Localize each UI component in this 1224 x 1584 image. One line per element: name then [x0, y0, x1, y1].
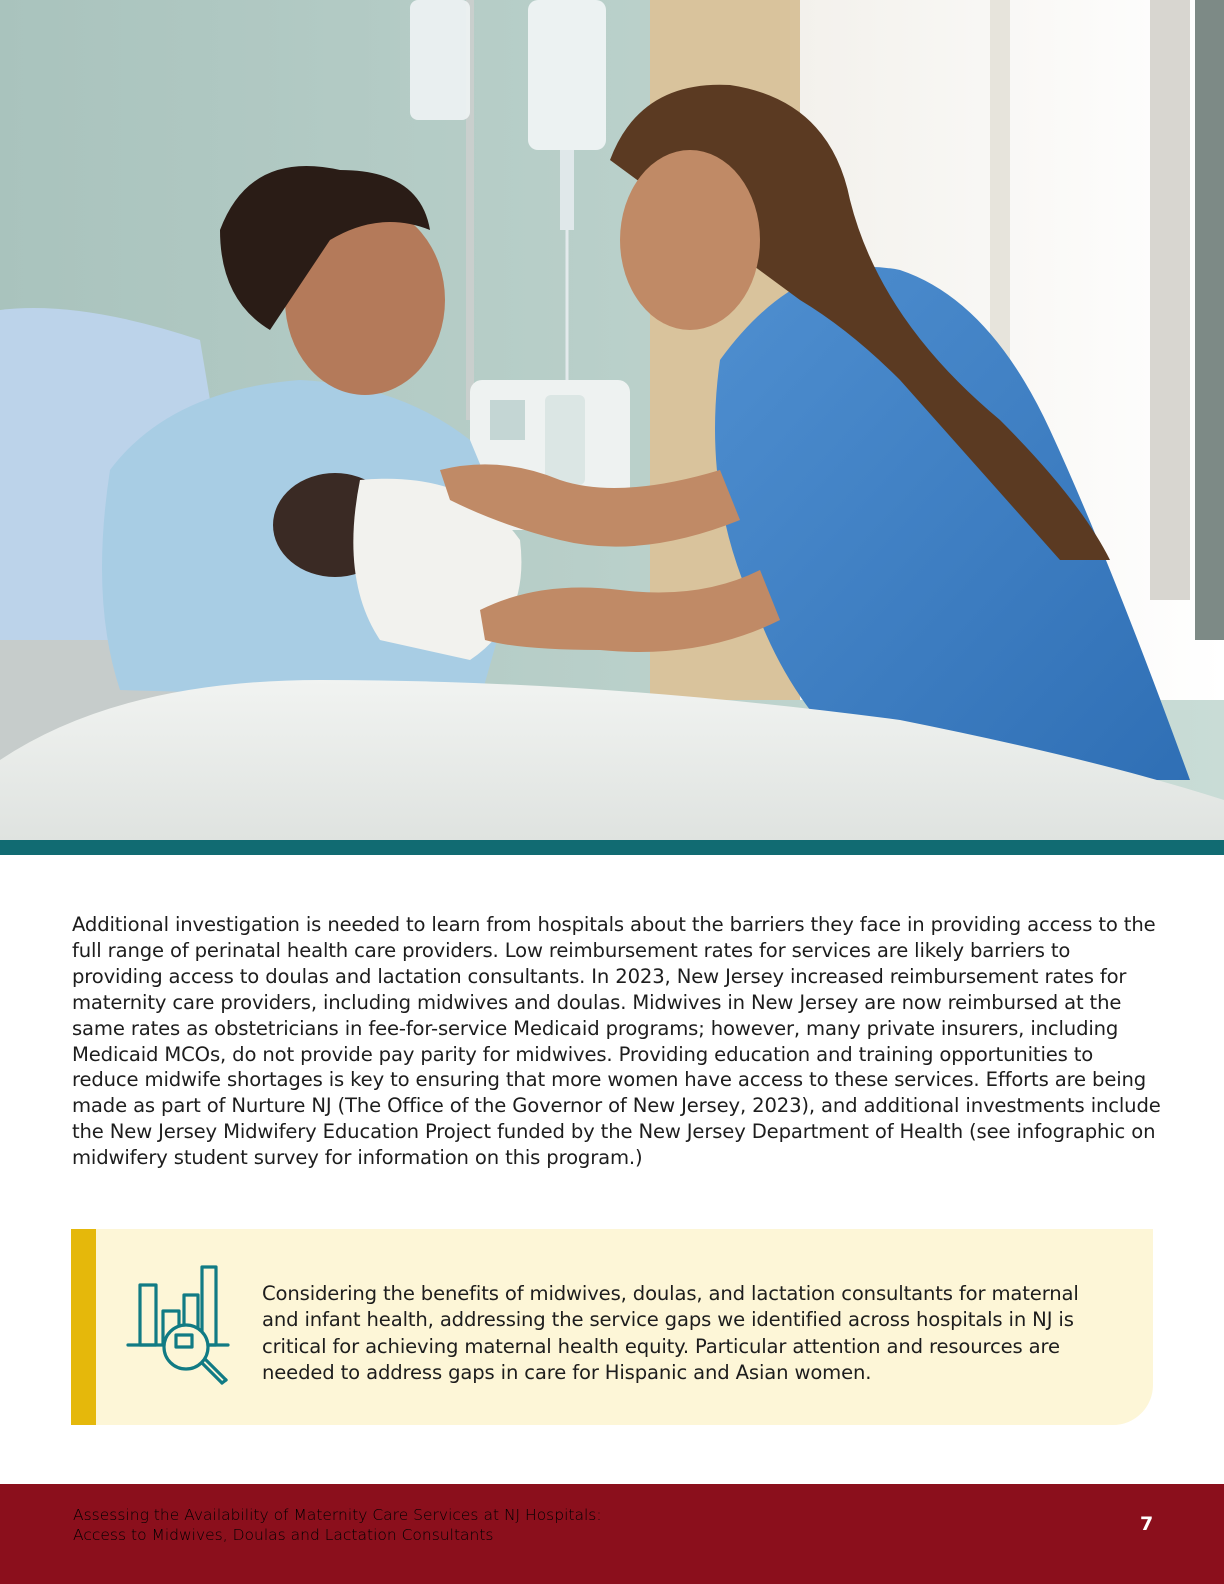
callout-box: [71, 1229, 1153, 1425]
callout-accent-bar: [71, 1229, 96, 1425]
callout-text: Considering the benefits of midwives, doulas, and lactation consultants for maternal and infant health, addressing the service gaps we identified across hospitals in NJ is critical for achieving maternal health equity. Particular attention and resources are needed to address gaps in care for Hispanic and Asian women.: [262, 1282, 1079, 1384]
footer-title-line1: Assessing the Availability of Maternity Care Services at NJ Hospitals:: [73, 1506, 602, 1524]
page-number: 7: [1140, 1513, 1154, 1535]
body-paragraph: Additional investigation is needed to learn from hospitals about the barriers they face in providing access to the full range of perinatal health care providers. Low reimbursement rates for services are likely barriers to providing access to doulas and lactation consultants. In 2023, New Jersey increased reimbursement rates for maternity care providers, including midwives and doulas. Midwives in New Jersey are now reimbursed at the same rates as obstetricians in fee-for-service Medicaid programs; however, many private insurers, including Medicaid MCOs, do not provide pay parity for midwives. Providing education and training opportunities to reduce midwife shortages is key to ensuring that more women have access to these services. Efforts are being made as part of Nurture NJ (The Office of the Governor of New Jersey, 2023), and additional investments include the New Jersey Midwifery Education Project funded by the New Jersey Department of Health (see infographic on midwifery student survey for information on this program.): [72, 913, 1161, 1170]
teal-divider: [0, 840, 1224, 855]
footer-title-line2: Access to Midwives, Doulas and Lactation Consultants: [73, 1526, 494, 1544]
chart-magnifier-icon: [126, 1265, 236, 1395]
